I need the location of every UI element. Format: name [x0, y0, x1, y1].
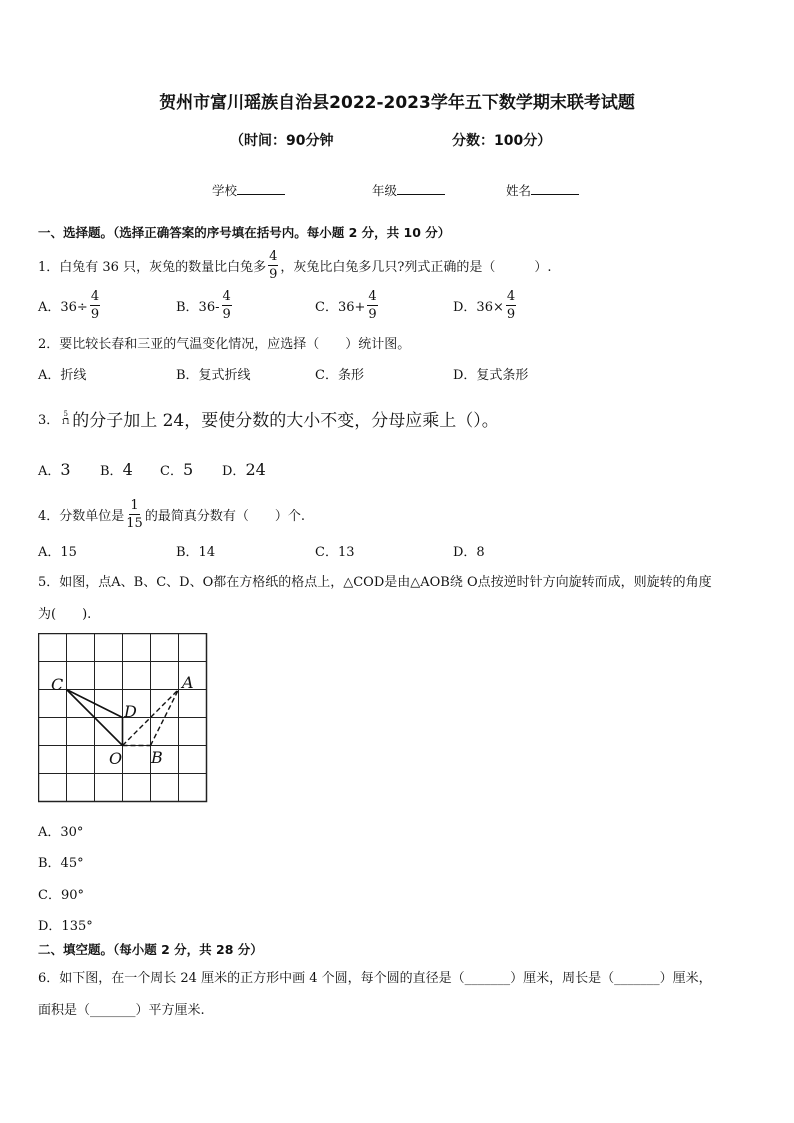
- q6-line1: 6．如下图，在一个周长 24 厘米的正方形中画 4 个圆，每个圆的直径是（_______）厘米，周长是（_______）厘米，: [38, 971, 712, 986]
- q3-stem: [38, 400, 499, 436]
- q4-frac-num: 1: [130, 497, 139, 513]
- point-label-d: D: [124, 702, 137, 721]
- q1-option-c-label: C．36+: [315, 299, 366, 315]
- name-field: [506, 181, 579, 199]
- name-blank: [531, 182, 579, 195]
- q5-stem-line2: 为( ).: [38, 607, 92, 622]
- q3-option-d: [222, 460, 266, 479]
- q3-option-c-label: C．: [160, 464, 183, 479]
- q1-option-c-den: 9: [368, 306, 377, 322]
- q1-option-a-label: A．36÷: [38, 299, 88, 315]
- exam-score: 分数：100分）: [452, 133, 552, 149]
- q1-option-d-num: 4: [506, 288, 516, 304]
- point-label-b: B: [151, 748, 163, 767]
- school-blank: [237, 182, 285, 195]
- q5-option-b: B．45°: [38, 856, 84, 871]
- q3-fraction: [61, 411, 70, 426]
- q1-option-d-den: 9: [506, 306, 516, 322]
- q1-option-a-num: 4: [90, 288, 100, 304]
- q4-stem-a: 4．分数单位是: [38, 508, 125, 524]
- q1-option-a-frac: [90, 290, 100, 321]
- q2-option-b: B．复式折线: [176, 368, 251, 383]
- q1-stem: [38, 244, 551, 286]
- q4-option-d: D．8: [453, 545, 485, 560]
- q3-option-c-value: 5: [182, 460, 194, 479]
- q4-frac-den: 15: [126, 515, 143, 531]
- q5-option-d: D．135°: [38, 919, 93, 934]
- q5-stem-line1: 5．如图，点A、B、C、D、O都在方格纸的格点上，△COD是由△AOB绕 O点按逆时针方向旋转而成，则旋转的角度: [38, 575, 712, 590]
- q3-option-d-value: 24: [245, 460, 266, 479]
- q4-stem: [38, 494, 305, 534]
- q3-option-a-value: 3: [60, 460, 71, 479]
- q4-option-a: A．15: [38, 545, 77, 560]
- exam-title: 贺州市富川瑶族自治县2022-2023学年五下数学期末联考试题: [159, 93, 635, 113]
- q1-option-a-den: 9: [90, 306, 100, 322]
- q4-option-c: C．13: [315, 545, 355, 560]
- q6-line2: 面积是（_______）平方厘米.: [38, 1003, 205, 1018]
- q1-option-b: [176, 285, 234, 325]
- point-label-a: A: [182, 673, 194, 692]
- q2-stem: 2．要比较长春和三亚的气温变化情况，应选择（ ）统计图。: [38, 337, 411, 352]
- rotation-grid-diagram: [38, 633, 210, 805]
- q1-stem-a: 1．白兔有 36 只，灰兔的数量比白兔多: [38, 259, 267, 275]
- q1-option-b-frac: [222, 290, 232, 321]
- section2-heading: 二、填空题。（每小题 2 分，共 28 分）: [38, 942, 263, 957]
- q2-option-a: A．折线: [38, 368, 87, 383]
- exam-time: （时间：90分钟: [230, 133, 334, 149]
- q1-option-c-num: 4: [368, 288, 377, 304]
- q3-option-b-label: B．: [100, 464, 123, 479]
- q1-option-b-den: 9: [222, 306, 231, 322]
- q1-option-d-label: D．36×: [453, 299, 504, 315]
- q3-option-b-value: 4: [122, 460, 133, 479]
- q4-option-b: B．14: [176, 545, 216, 560]
- q5-option-c: C．90°: [38, 888, 84, 903]
- school-label: 学校: [212, 183, 238, 198]
- section1-heading: 一、选择题。（选择正确答案的序号填在括号内。每小题 2 分，共 10 分）: [38, 225, 451, 240]
- q2-option-c: C．条形: [315, 368, 364, 383]
- q3-option-a-label: A．: [38, 464, 61, 479]
- q1-option-d: [453, 285, 518, 325]
- q1-option-a: [38, 285, 102, 325]
- q3-prefix: 3．: [38, 412, 60, 428]
- q3-frac-den: 11: [61, 417, 71, 426]
- q4-stem-b: 的最简真分数有（ ）个.: [144, 508, 305, 524]
- q1-option-c-frac: [367, 290, 377, 321]
- grade-blank: [397, 182, 445, 195]
- school-field: [212, 181, 285, 199]
- q1-option-d-frac: [506, 290, 516, 321]
- q3-stem-text: 的分子加上 24，要使分数的大小不变，分母应乘上（）。: [72, 410, 499, 431]
- q1-option-c: [315, 285, 380, 325]
- q1-option-b-num: 4: [222, 288, 231, 304]
- grade-label: 年级: [372, 183, 398, 198]
- q3-option-b: [100, 460, 133, 479]
- point-label-o: O: [109, 749, 123, 768]
- q5-option-a: A．30°: [38, 825, 84, 840]
- q1-frac-den: 9: [269, 266, 278, 282]
- q3-option-c: [160, 460, 193, 479]
- q1-option-b-label: B．36-: [176, 299, 220, 315]
- q1-frac-num: 4: [269, 248, 278, 264]
- q1-fraction: [268, 250, 278, 281]
- q1-stem-b: ，灰兔比白兔多几只?列式正确的是（ ）.: [280, 259, 552, 275]
- q3-option-a: [38, 460, 71, 479]
- point-label-c: C: [51, 675, 64, 694]
- q2-option-d: D．复式条形: [453, 368, 529, 383]
- q4-fraction: [126, 499, 143, 530]
- grade-field: [372, 181, 445, 199]
- q3-option-d-label: D．: [222, 464, 246, 479]
- name-label: 姓名: [506, 183, 532, 198]
- q3-frac-num: 5: [63, 409, 68, 418]
